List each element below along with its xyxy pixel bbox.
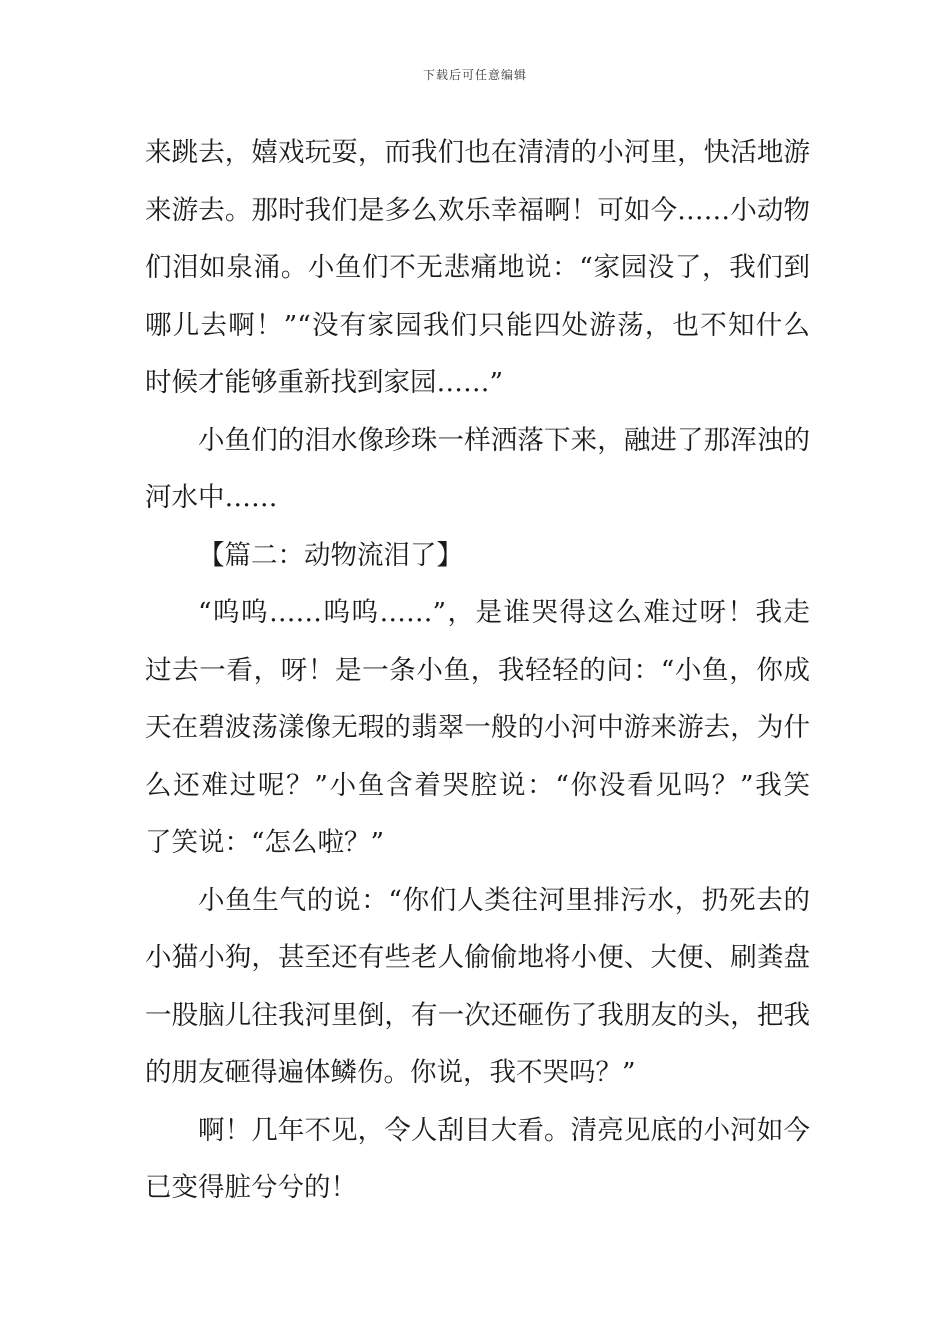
page-header: 下载后可任意编辑 <box>422 68 527 82</box>
paragraph <box>145 872 810 1102</box>
paragraph <box>145 1102 810 1217</box>
text-line: 了笑说：“怎么啦？” <box>145 827 385 858</box>
text-line: 一股脑儿往我河里倒，有一次还砸伤了我朋友的头，把我 <box>145 999 810 1031</box>
text-line: 小鱼们的泪水像珍珠一样洒落下来，融进了那浑浊的 <box>198 424 810 456</box>
text-line: 的朋友砸得遍体鳞伤。你说，我不哭吗？” <box>145 1057 636 1088</box>
text-line: 啊！几年不见，令人刮目大看。清亮见底的小河如今 <box>198 1114 810 1146</box>
heading-text: 【篇二：动物流泪了】 <box>198 539 463 571</box>
text-line: 么还难过呢？”小鱼含着哭腔说：“你没看见吗？”我笑 <box>145 769 810 801</box>
section-heading <box>145 527 810 585</box>
text-line: 已变得脏兮兮的！ <box>145 1172 357 1203</box>
text-line: 河水中…… <box>145 482 278 513</box>
text-line: 小鱼生气的说：“你们人类往河里排污水，扔死去的 <box>198 884 810 916</box>
paragraph <box>145 124 810 412</box>
paragraph <box>145 412 810 527</box>
text-line: 来跳去，嬉戏玩耍，而我们也在清清的小河里，快活地游 <box>145 137 810 168</box>
paragraph <box>145 584 810 872</box>
text-line: 哪儿去啊！”“没有家园我们只能四处游荡，也不知什么 <box>145 309 810 341</box>
text-line: 来游去。那时我们是多么欢乐幸福啊！可如今……小动物 <box>145 194 810 226</box>
text-line: 天在碧波荡漾像无瑕的翡翠一般的小河中游来游去，为什 <box>145 712 810 743</box>
text-line: 时候才能够重新找到家园……” <box>145 367 504 398</box>
text-line: “呜呜……呜呜……”，是谁哭得这么难过呀！我走 <box>198 597 810 628</box>
document-body <box>145 124 810 1217</box>
text-line: 过去一看，呀！是一条小鱼，我轻轻的问：“小鱼，你成 <box>145 654 810 686</box>
text-line: 小猫小狗，甚至还有些老人偷偷地将小便、大便、刷粪盘 <box>145 942 810 973</box>
text-line: 们泪如泉涌。小鱼们不无悲痛地说：“家园没了，我们到 <box>145 252 810 283</box>
